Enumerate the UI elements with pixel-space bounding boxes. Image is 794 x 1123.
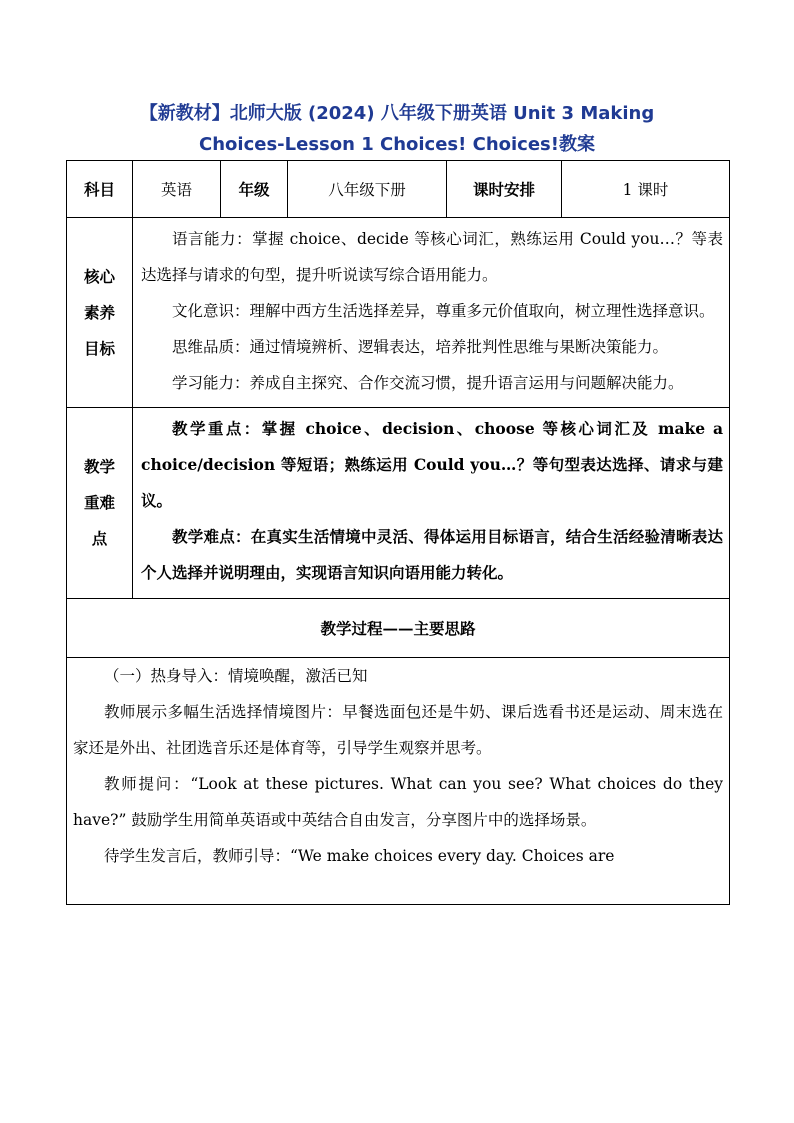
hours-value: 1 课时: [562, 161, 730, 218]
goals-label-line: 目标: [83, 338, 115, 358]
key-point-paragraph: 教学重点：掌握 choice、decision、choose 等核心词汇及 make a choice/decision 等短语；熟练运用 Could you…？等句型表达选择、请求与建议。: [141, 419, 723, 510]
goals-label: [67, 218, 133, 408]
process-body-row: [67, 658, 730, 905]
subject-label: 科目: [67, 161, 133, 218]
key-points-label-line: 点: [91, 529, 108, 548]
key-points-row: [67, 408, 730, 599]
goal-paragraph: 思维品质：通过情境辨析、逻辑表达，培养批判性思维与果断决策能力。: [172, 338, 669, 356]
grade-value: 八年级下册: [288, 161, 447, 218]
key-point-paragraph: 教学难点：在真实生活情境中灵活、得体运用目标语言，结合生活经验清晰表达个人选择并说明理由，实现语言知识向语用能力转化。: [141, 527, 723, 582]
process-heading-row: [67, 599, 730, 658]
lesson-plan-table: [66, 160, 730, 905]
goals-content: [133, 218, 730, 408]
title-line-1: 【新教材】北师大版 (2024) 八年级下册英语 Unit 3 Making: [139, 103, 655, 124]
process-heading: 教学过程——主要思路: [67, 599, 730, 658]
key-points-label-line: 教学: [83, 457, 115, 476]
key-points-label-line: 重难: [83, 493, 115, 512]
subject-value: 英语: [133, 161, 221, 218]
process-paragraph: 待学生发言后，教师引导：“We make choices every day. Choices are: [104, 847, 615, 865]
goals-label-line: 核心: [83, 266, 115, 286]
process-paragraph: （一）热身导入：情境唤醒，激活已知: [104, 667, 368, 685]
goal-paragraph: 语言能力：掌握 choice、decide 等核心词汇，熟练运用 Could you…？等表达选择与请求的句型，提升听说读写综合语用能力。: [141, 230, 723, 284]
hours-label: 课时安排: [447, 161, 562, 218]
goal-paragraph: 学习能力：养成自主探究、合作交流习惯，提升语言运用与问题解决能力。: [172, 374, 684, 392]
grade-label: 年级: [221, 161, 288, 218]
process-paragraph: 教师提问：“Look at these pictures. What can you see? What choices do they have?” 鼓励学生用简单英语或中英结合自由发言，分享图片中的选择场景。: [73, 775, 723, 829]
goal-paragraph: 文化意识：理解中西方生活选择差异，尊重多元价值取向，树立理性选择意识。: [172, 302, 715, 320]
key-points-content: [133, 408, 730, 599]
process-content: [67, 658, 730, 905]
goals-label-line: 素养: [83, 302, 115, 322]
title-line-2: Choices-Lesson 1 Choices! Choices!教案: [199, 134, 595, 155]
process-paragraph: 教师展示多幅生活选择情境图片：早餐选面包还是牛奶、课后选看书还是运动、周末选在家还是外出、社团选音乐还是体育等，引导学生观察并思考。: [73, 703, 723, 757]
info-row: [67, 161, 730, 218]
document-title: [0, 98, 794, 160]
goals-row: [67, 218, 730, 408]
key-points-label: [67, 408, 133, 599]
